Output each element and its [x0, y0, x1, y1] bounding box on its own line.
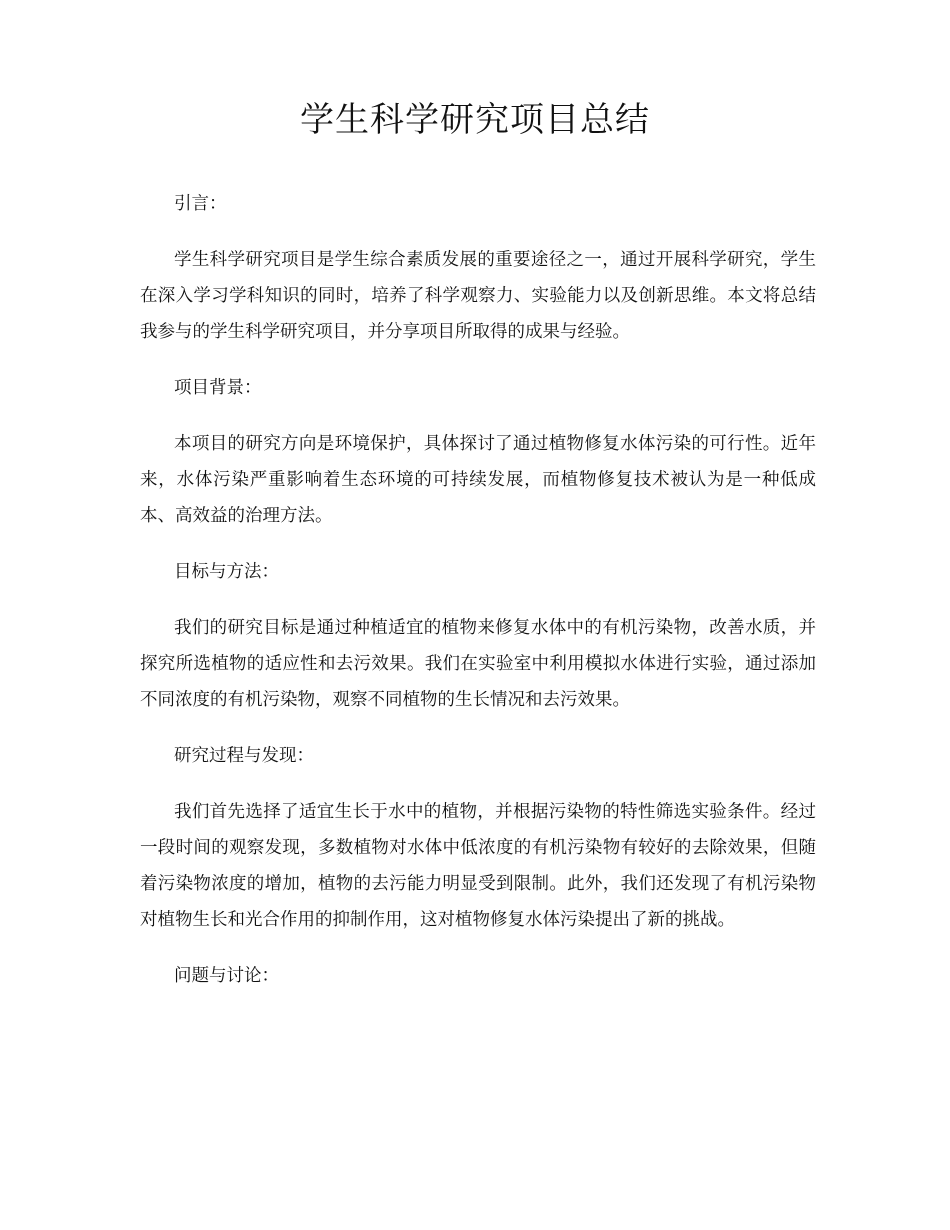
- section-paragraph-process-findings: 我们首先选择了适宜生长于水中的植物，并根据污染物的特性筛选实验条件。经过一段时间的观察发现，多数植物对水体中低浓度的有机污染物有较好的去除效果，但随着污染物浓度的增加，植物的去污能力明显受到限制。此外，我们还发现了有机污染物对植物生长和光合作用的抑制作用，这对植物修复水体污染提出了新的挑战。: [140, 802, 816, 930]
- section-heading-background: 项目背景：: [174, 378, 262, 398]
- section-heading-introduction: 引言：: [174, 194, 227, 214]
- document-title: 学生科学研究项目总结: [300, 100, 650, 140]
- document-body: [140, 186, 816, 994]
- section-heading-process-findings: 研究过程与发现：: [174, 746, 314, 766]
- section-paragraph-background: 本项目的研究方向是环境保护，具体探讨了通过植物修复水体污染的可行性。近年来，水体污染严重影响着生态环境的可持续发展，而植物修复技术被认为是一种低成本、高效益的治理方法。: [140, 434, 816, 526]
- section-paragraph-goals-methods: 我们的研究目标是通过种植适宜的植物来修复水体中的有机污染物，改善水质，并探究所选植物的适应性和去污效果。我们在实验室中利用模拟水体进行实验，通过添加不同浓度的有机污染物，观察不同植物的生长情况和去污效果。: [140, 618, 816, 710]
- section-heading-goals-methods: 目标与方法：: [174, 562, 279, 582]
- section-heading-problems-discussion: 问题与讨论：: [174, 966, 279, 986]
- section-paragraph-introduction: 学生科学研究项目是学生综合素质发展的重要途径之一，通过开展科学研究，学生在深入学习学科知识的同时，培养了科学观察力、实验能力以及创新思维。本文将总结我参与的学生科学研究项目，并分享项目所取得的成果与经验。: [140, 250, 816, 342]
